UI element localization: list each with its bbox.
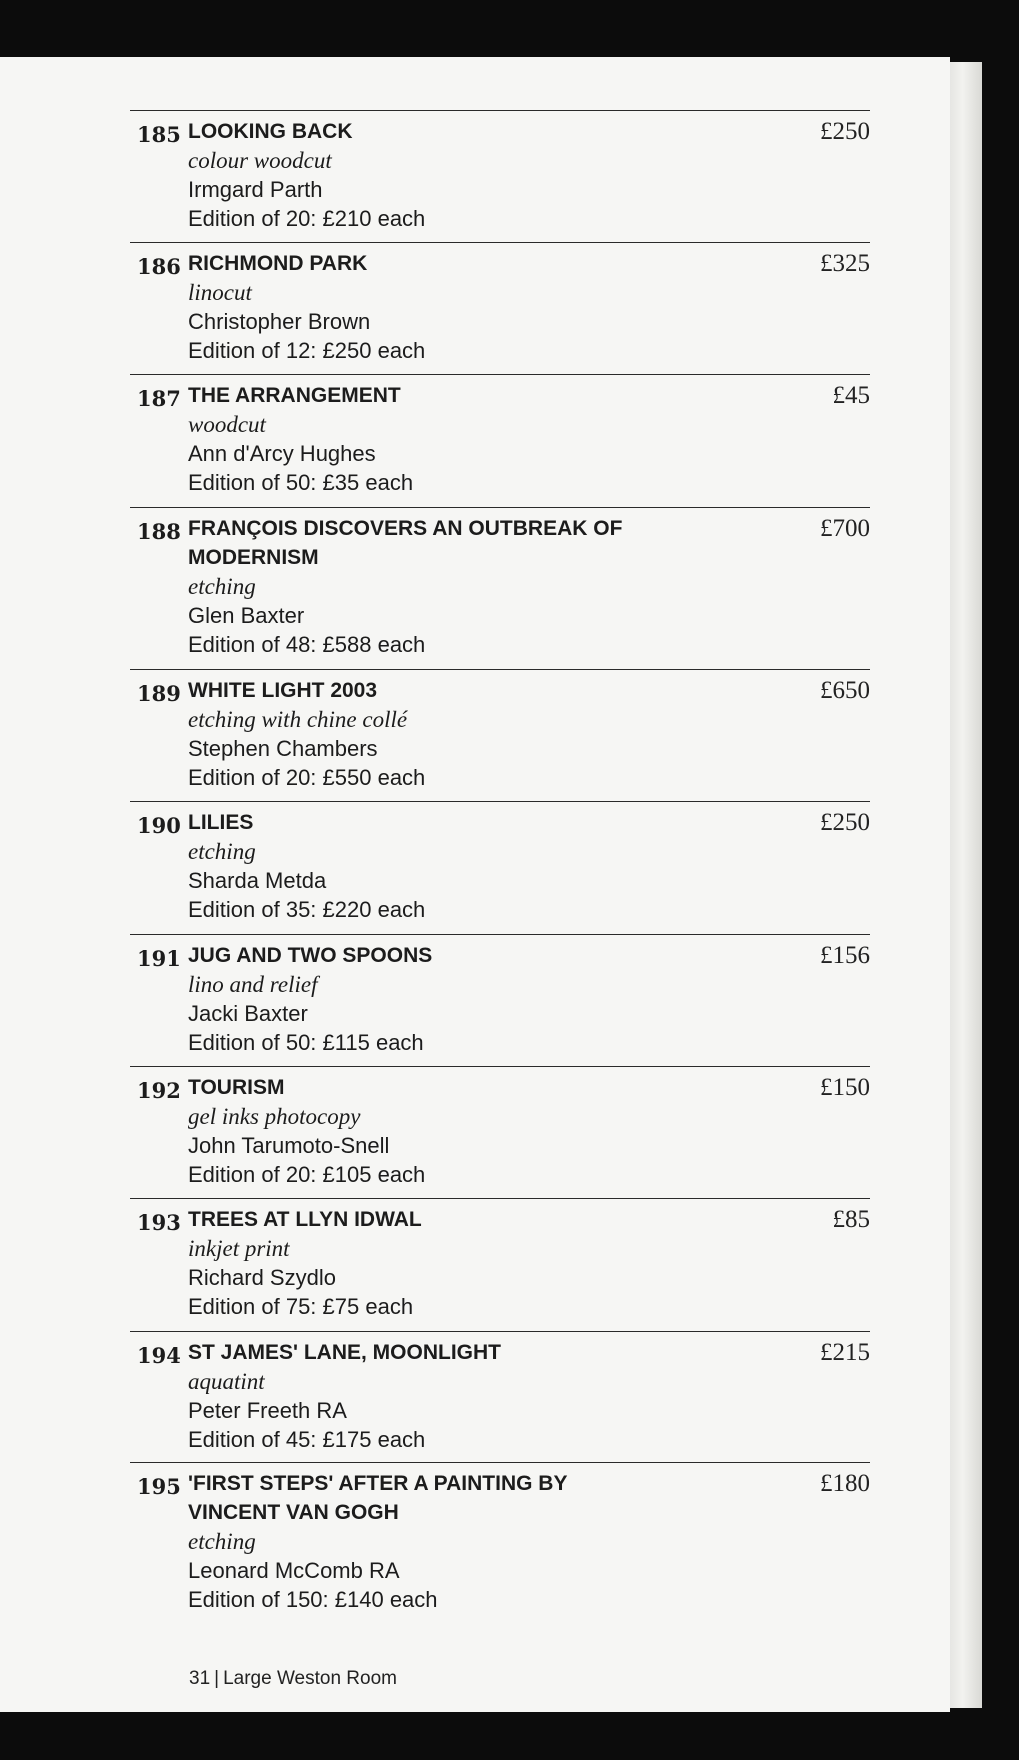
entry-edition: Edition of 48: £588 each [188, 632, 426, 657]
entry-medium: lino and relief [188, 972, 318, 997]
entry-artist: Glen Baxter [188, 603, 305, 628]
entry-price: £325 [820, 250, 870, 277]
catalogue-entry [130, 669, 870, 801]
entry-price: £150 [820, 1074, 870, 1101]
entry-edition: Edition of 20: £210 each [188, 206, 426, 231]
entry-edition: Edition of 50: £115 each [188, 1030, 424, 1055]
entry-artist: Peter Freeth RA [188, 1398, 347, 1423]
entry-title: FRANÇOIS DISCOVERS AN OUTBREAK OF MODERNISM [188, 517, 623, 569]
entry-title: TREES AT LLYN IDWAL [188, 1208, 422, 1231]
entry-edition: Edition of 75: £75 each [188, 1294, 414, 1319]
page-number: 31 [189, 1668, 211, 1689]
catalogue-entry [130, 507, 870, 669]
entry-artist: Sharda Metda [188, 868, 327, 893]
entry-artist: Richard Szydlo [188, 1265, 336, 1290]
entry-title: RICHMOND PARK [188, 252, 368, 275]
entry-number: 187 [137, 386, 181, 411]
entry-edition: Edition of 45: £175 each [188, 1427, 426, 1452]
entry-title: ST JAMES' LANE, MOONLIGHT [188, 1341, 502, 1364]
entry-medium: aquatint [188, 1369, 265, 1394]
entry-price: £700 [820, 515, 870, 542]
entry-number: 189 [137, 681, 181, 706]
entry-medium: etching [188, 1529, 256, 1554]
entry-number: 193 [137, 1210, 181, 1235]
entry-artist: Irmgard Parth [188, 177, 323, 202]
entry-medium: etching [188, 574, 256, 599]
entry-title: TOURISM [188, 1076, 285, 1099]
entry-price: £250 [820, 809, 870, 836]
entry-medium: woodcut [188, 412, 266, 437]
page-footer [189, 1668, 397, 1690]
entry-number: 192 [137, 1078, 181, 1103]
entry-artist: John Tarumoto-Snell [188, 1133, 390, 1158]
entry-price: £45 [832, 382, 870, 409]
entry-edition: Edition of 12: £250 each [188, 338, 426, 363]
entry-price: £250 [820, 118, 870, 145]
entry-price: £180 [820, 1470, 870, 1497]
catalogue-entry [130, 1198, 870, 1331]
catalogue-entry [130, 242, 870, 374]
entry-title: LOOKING BACK [188, 120, 353, 143]
entry-artist: Ann d'Arcy Hughes [188, 441, 376, 466]
catalogue-entry [130, 801, 870, 934]
entry-price: £156 [820, 942, 870, 969]
room-name: Large Weston Room [223, 1668, 397, 1689]
entry-price: £85 [832, 1206, 870, 1233]
catalogue-entry [130, 1462, 870, 1627]
catalogue-entry [130, 374, 870, 507]
entry-number: 185 [137, 122, 181, 147]
entry-edition: Edition of 35: £220 each [188, 897, 426, 922]
footer-separator: | [214, 1668, 220, 1689]
entry-medium: colour woodcut [188, 148, 332, 173]
entry-title: JUG AND TWO SPOONS [188, 944, 433, 967]
entry-number: 188 [137, 519, 181, 544]
page-edge [950, 62, 982, 1708]
entry-artist: Christopher Brown [188, 309, 371, 334]
entry-artist: Stephen Chambers [188, 736, 378, 761]
entry-title: WHITE LIGHT 2003 [188, 679, 378, 702]
entry-medium: linocut [188, 280, 252, 305]
entry-edition: Edition of 20: £550 each [188, 765, 426, 790]
catalogue-entry [130, 1331, 870, 1462]
entry-number: 190 [137, 813, 181, 838]
entry-number: 194 [137, 1343, 181, 1368]
entry-artist: Jacki Baxter [188, 1001, 308, 1026]
entry-title: 'FIRST STEPS' AFTER A PAINTING BY VINCENT VAN GOGH [188, 1472, 568, 1524]
entry-medium: etching [188, 839, 256, 864]
entry-edition: Edition of 150: £140 each [188, 1587, 438, 1612]
catalogue-entry [130, 110, 870, 242]
entry-price: £650 [820, 677, 870, 704]
entry-number: 191 [137, 946, 181, 971]
entry-medium: etching with chine collé [188, 707, 408, 732]
entry-medium: gel inks photocopy [188, 1104, 361, 1129]
entry-title: THE ARRANGEMENT [188, 384, 401, 407]
entry-price: £215 [820, 1339, 870, 1366]
catalogue-entry [130, 1066, 870, 1198]
entry-number: 195 [137, 1474, 181, 1499]
entry-number: 186 [137, 254, 181, 279]
entry-edition: Edition of 20: £105 each [188, 1162, 426, 1187]
entry-title: LILIES [188, 811, 254, 834]
catalogue-entries [130, 110, 870, 1627]
entry-edition: Edition of 50: £35 each [188, 470, 414, 495]
entry-artist: Leonard McComb RA [188, 1558, 400, 1583]
entry-medium: inkjet print [188, 1236, 290, 1261]
catalogue-entry [130, 934, 870, 1066]
